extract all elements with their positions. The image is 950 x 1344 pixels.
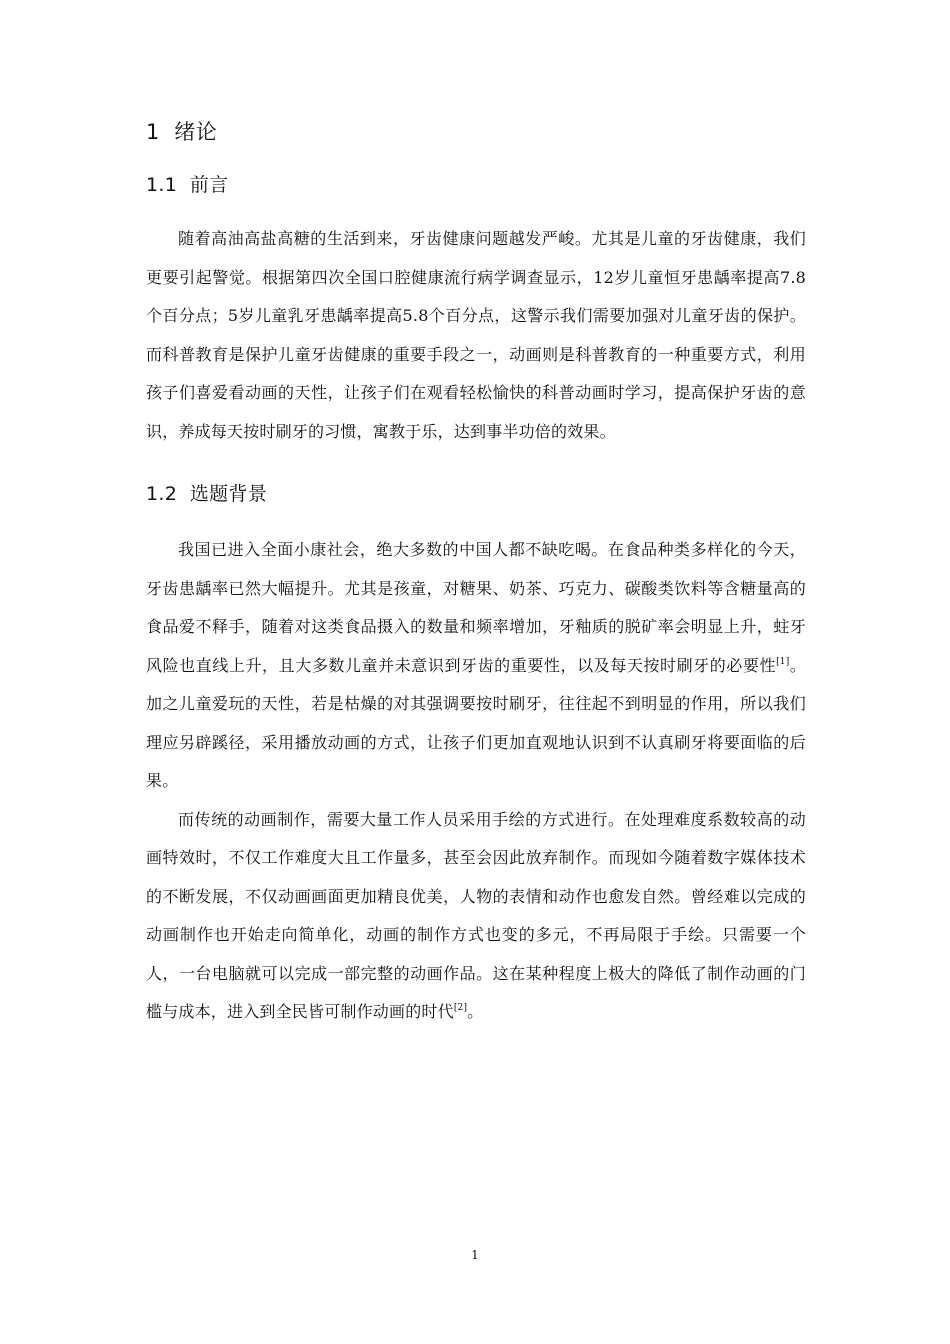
chapter-title: 绪论 <box>174 120 218 144</box>
page-number: 1 <box>471 1248 479 1262</box>
paragraph-introduction <box>146 220 806 451</box>
citation-reference: [2] <box>453 1003 468 1013</box>
chapter-heading <box>146 116 806 152</box>
chapter-number: 1 <box>146 120 160 144</box>
paragraph-text: 。 <box>467 1002 484 1021</box>
section-heading-1-1 <box>146 170 806 200</box>
citation-reference: [1] <box>776 656 790 667</box>
paragraph-text: 而传统的动画制作，需要大量工作人员采用手绘的方式进行。在处理难度系数较高的动画特效时，不仅工作难度大且工作量多，甚至会因此放弃制作。而现如今随着数字媒体技术的不断发展，不仅动画画面更加精良优美，人物的表情和动作也愈发自然。曾经难以完成的动画制作也开始走向简单化，动画的制作方式也变的多元，不再局限于手绘。只需要一个人，一台电脑就可以完成一部完整的动画作品。这在某种程度上极大的降低了制作动画的门槛与成本，进入到全民皆可制作动画的时代 <box>146 809 806 1021</box>
section-number: 1.2 <box>146 483 178 505</box>
section-number: 1.1 <box>146 174 178 196</box>
paragraph-text: 随着高油高盐高糖的生活到来，牙齿健康问题越发严峻。尤其是儿童的牙齿健康，我们更要引起警觉。根据第四次全国口腔健康流行病学调查显示，12岁儿童恒牙患龋率提高7.8个百分点；5岁儿童乳牙患龋率提高5.8个百分点，这警示我们需要加强对儿童牙齿的保护。而科普教育是保护儿童牙齿健康的重要手段之一，动画则是科普教育的一种重要方式，利用孩子们喜爱看动画的天性，让孩子们在观看轻松愉快的科普动画时学习，提高保护牙齿的意识，养成每天按时刷牙的习惯，寓教于乐，达到事半功倍的效果。 <box>146 229 806 441</box>
section-heading-1-2 <box>146 479 806 509</box>
paragraph-text: 。加之儿童爱玩的天性，若是枯燥的对其强调要按时刷牙，往往起不到明显的作用，所以我们理应另辟蹊径，采用播放动画的方式，让孩子们更加直观地认识到不认真刷牙将要面临的后果。 <box>146 655 807 790</box>
section-title: 选题背景 <box>189 483 268 505</box>
paragraph-text: 我国已进入全面小康社会，绝大多数的中国人都不缺吃喝。在食品种类多样化的今天，牙齿患龋率已然大幅提升。尤其是孩童，对糖果、奶茶、巧克力、碳酸类饮料等含糖量高的食品爱不释手，随着对这类食品摄入的数量和频率增加，牙釉质的脱矿率会明显上升，蛀牙风险也直线上升，且大多数儿童并未意识到牙齿的重要性，以及每天按时刷牙的必要性 <box>146 540 806 675</box>
paragraph-background-1 <box>146 531 806 801</box>
section-title: 前言 <box>189 174 229 196</box>
paragraph-background-2 <box>146 801 806 1032</box>
page-content <box>146 116 806 1032</box>
